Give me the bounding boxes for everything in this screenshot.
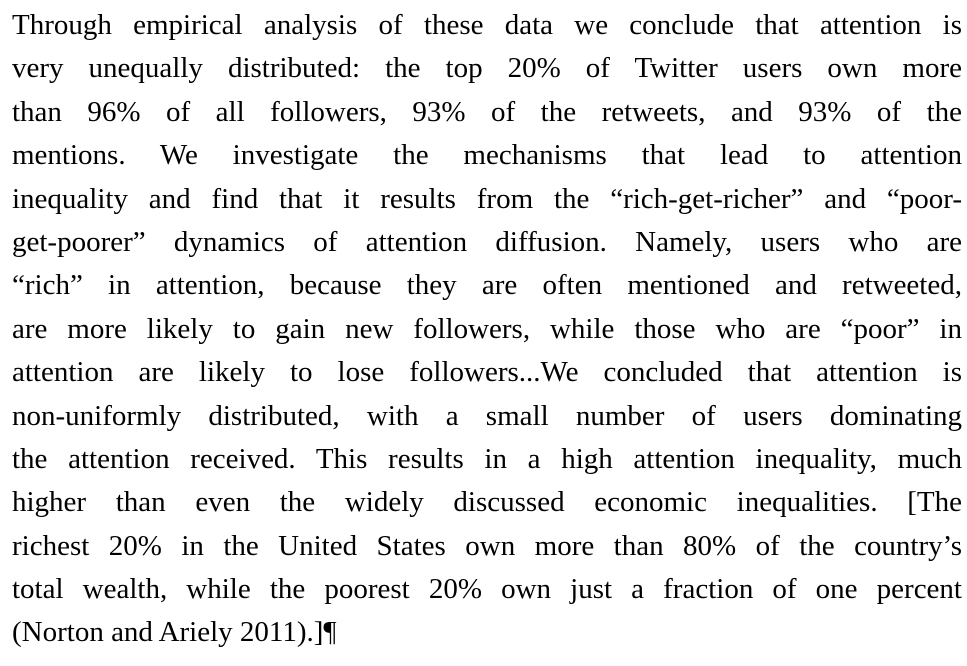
text-line: are more likely to gain new followers, while those who are “poor” in — [12, 312, 962, 345]
text-line: very unequally distributed: the top 20% of Twitter users own more — [12, 52, 962, 85]
text-line: than 96% of all followers, 93% of the retweets, and 93% of the — [12, 95, 962, 128]
text-line: higher than even the widely discussed economic inequalities. [The — [12, 486, 962, 519]
text-line: richest 20% in the United States own more than 80% of the country’s — [12, 529, 962, 562]
quoted-paragraph — [12, 4, 962, 655]
text-line: “rich” in attention, because they are often mentioned and retweeted, — [12, 269, 962, 302]
text-line: inequality and find that it results from the “rich-get-richer” and “poor- — [12, 182, 962, 215]
text-line: attention are likely to lose followers...We concluded that attention is — [12, 356, 962, 389]
text-line: get-poorer” dynamics of attention diffusion. Namely, users who are — [12, 225, 962, 258]
text-line: mentions. We investigate the mechanisms that lead to attention — [12, 139, 962, 172]
text-line: total wealth, while the poorest 20% own just a fraction of one percent — [12, 573, 962, 606]
text-line-last: (Norton and Ariely 2011).]¶ — [12, 616, 337, 649]
text-line: non-uniformly distributed, with a small number of users dominating — [12, 399, 962, 432]
text-line: Through empirical analysis of these data we conclude that attention is — [12, 9, 962, 41]
text-line: the attention received. This results in a high attention inequality, much — [12, 442, 962, 475]
